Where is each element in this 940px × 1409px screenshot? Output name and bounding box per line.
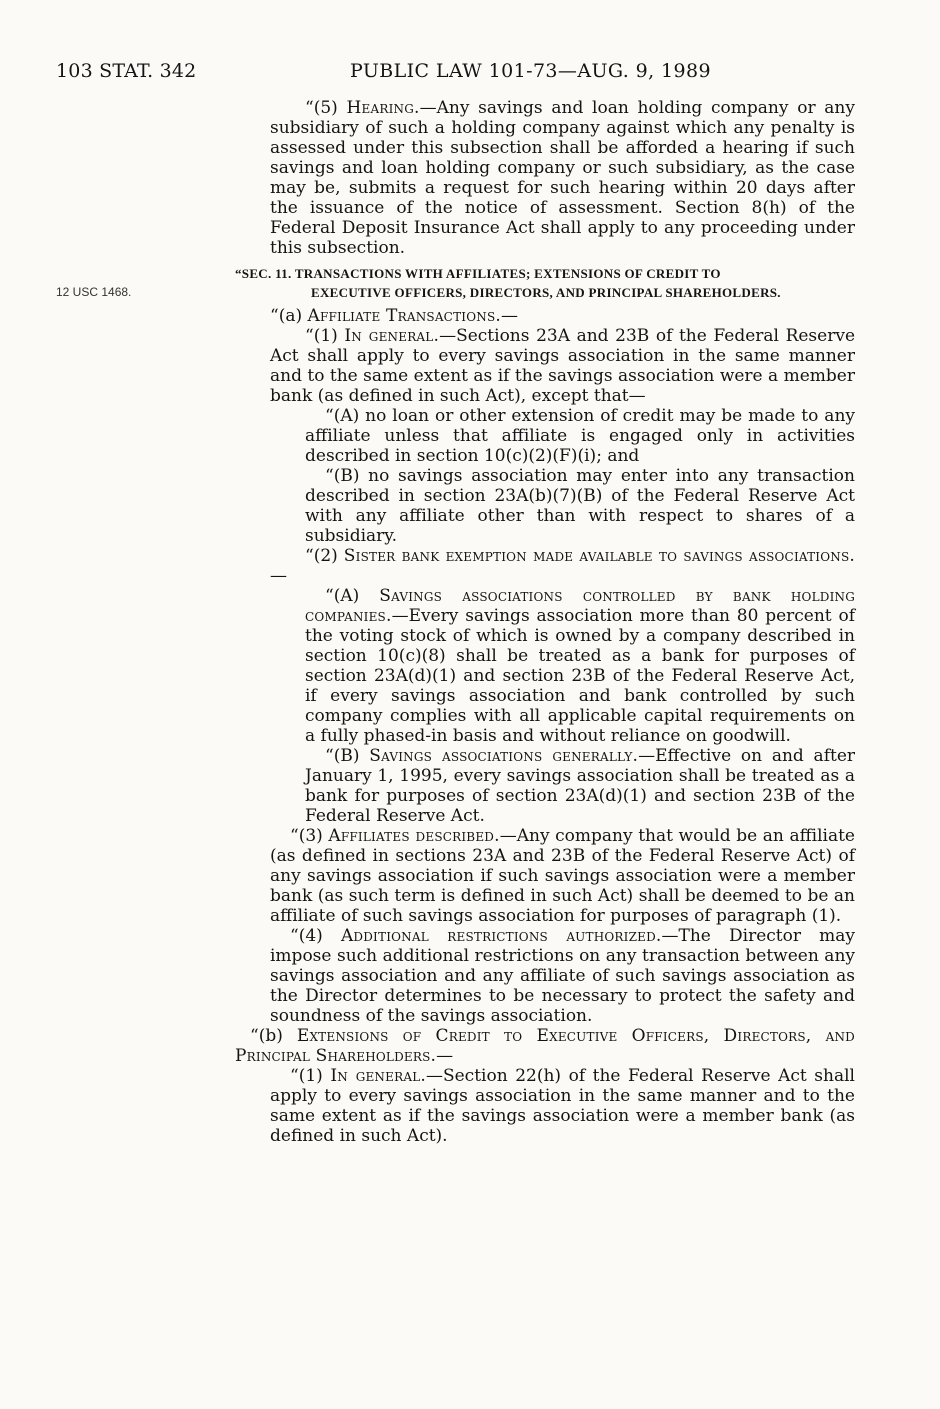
margin-note-usc: 12 USC 1468. — [56, 285, 132, 299]
page-citation: 103 STAT. 342 — [56, 60, 197, 82]
paragraph-b1: “(1) In general.—Section 22(h) of the Federal Reserve Act shall apply to every savings association in the same manner and to the same extent as if the savings association were a member bank (as defined in such Act). — [270, 1066, 855, 1146]
paragraph-a2-B: “(B) Savings associations generally.—Effective on and after January 1, 1995, every savings association shall be treated as a bank for purposes of section 23A(d)(1) and section 23B of the Federal Reserve Act. — [305, 746, 856, 826]
paragraph-a4: “(4) Additional restrictions authorized.—The Director may impose such additional restrictions on any transaction between any savings association and any affiliate of such savings association as the Director determines to be necessary to protect the safety and soundness of the savings association. — [270, 926, 855, 1026]
running-header: PUBLIC LAW 101-73—AUG. 9, 1989 — [350, 60, 711, 82]
paragraph-5-hearing: “(5) Hearing.—Any savings and loan holding company or any subsidiary of such a holding company against which any penalty is assessed under this subsection shall be afforded a hearing if such savings and loan holding company or such subsidiary, as the case may be, submits a request for such hearing within 20 days after the issuance of the notice of assessment. Section 8(h) of the Federal Deposit Insurance Act shall apply to any proceeding under this subsection. — [270, 98, 855, 258]
subsection-b-heading: “(b) Extensions of Credit to Executive Officers, Directors, and Principal Shareholders.— — [235, 1026, 855, 1066]
heading-hearing: Hearing. — [346, 98, 420, 118]
paragraph-a3: “(3) Affiliates described.—Any company that would be an affiliate (as defined in sections 23A and 23B of the Federal Reserve Act) of any savings association if such savings association were a member bank (as such term is defined in such Act) shall be deemed to be an affiliate of such savings association for purposes of paragraph (1). — [270, 826, 855, 926]
paragraph-a1-B: “(B) no savings association may enter into any transaction described in section 23A(b)(7)(B) of the Federal Reserve Act with any affiliate other than with respect to shares of a subsidiary. — [305, 466, 855, 546]
paragraph-a1: “(1) In general.—Sections 23A and 23B of the Federal Reserve Act shall apply to every savings association in the same manner and to the same extent as if the savings association were a member bank (as defined in such Act), except that— — [270, 326, 856, 406]
paragraph-a1-A: “(A) no loan or other extension of credit may be made to any affiliate unless that affiliate is engaged only in activities described in section 10(c)(2)(F)(i); and — [305, 406, 855, 466]
paragraph-a2-A: “(A) Savings associations controlled by bank holding companies.—Every savings association more than 80 percent of the voting stock of which is owned by a company described in section 10(c)(8) shall be treated as a bank for purposes of section 23A(d)(1) and section 23B of the Federal Reserve Act, if every savings association and bank controlled by such company complies with all applicable capital requirements on a fully phased-in basis and without reliance on goodwill. — [305, 586, 855, 746]
paragraph-a2: “(2) Sister bank exemption made available to savings associations.— — [270, 546, 855, 586]
statute-body — [235, 98, 855, 1146]
subsection-a-heading: “(a) Affiliate Transactions.— — [270, 306, 518, 326]
section-11-heading: “SEC. 11. TRANSACTIONS WITH AFFILIATES; EXTENSIONS OF CREDIT TO EXECUTIVE OFFICERS, DIRECTORS, AND PRINCIPAL SHAREHOLDERS. — [235, 266, 781, 300]
